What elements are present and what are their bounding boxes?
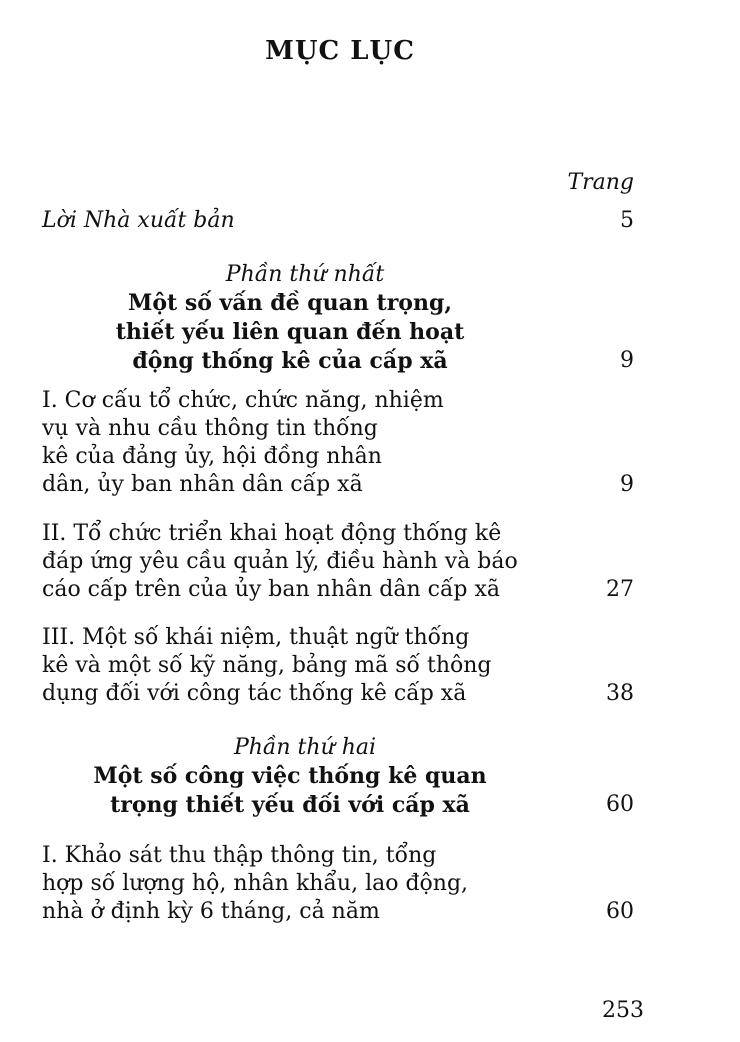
part2-label: Phần thứ hai [233,735,377,760]
toc-entry-line: kê và một số kỹ năng, bảng mã số thông [42,653,492,678]
toc-entry-line: I. Khảo sát thu thập thông tin, tổng [42,843,437,868]
toc-entry-line: III. Một số khái niệm, thuật ngữ thống [42,625,470,650]
toc-entry-part1-section2 [42,520,518,604]
part2-title [0,762,580,820]
toc-page-part1-section1: 9 [620,472,634,497]
toc-entry-line: II. Tổ chức triển khai hoạt động thống kê [42,521,502,546]
part1-title-line: thiết yếu liên quan đến hoạt [115,319,465,345]
toc-entry-line: dân, ủy ban nhân dân cấp xã [42,472,363,497]
toc-entry-line: đáp ứng yêu cầu quản lý, điều hành và báo [42,549,518,574]
part2-title-line: Một số công việc thống kê quan [93,763,487,789]
part1-title-line: động thống kê của cấp xã [132,348,448,374]
toc-page-part2: 60 [606,792,634,817]
part1-label: Phần thứ nhất [225,262,385,287]
toc-entry-line: hợp số lượng hộ, nhân khẩu, lao động, [42,871,469,896]
toc-page-part1-section3: 38 [606,681,634,706]
toc-entry-part2-section1 [42,842,468,926]
toc-entry-line: cáo cấp trên của ủy ban nhân dân cấp xã [42,577,501,602]
part1-title [0,289,580,376]
part2-title-line: trọng thiết yếu đối với cấp xã [110,792,470,818]
page-column-header: Trang [567,170,634,195]
toc-entry-part1-section1 [42,387,444,499]
toc-entry-preface: Lời Nhà xuất bản [42,208,235,233]
toc-entry-line: vụ và nhu cầu thông tin thống [42,416,378,441]
toc-entry-line: I. Cơ cấu tổ chức, chức năng, nhiệm [42,388,444,413]
toc-page-part1-section2: 27 [606,577,634,602]
toc-entry-line: kê của đảng ủy, hội đồng nhân [42,444,382,469]
page-number: 253 [602,998,644,1023]
toc-page-preface: 5 [620,208,634,233]
toc-entry-part1-section3 [42,624,492,708]
page-title: MỤC LỤC [265,36,415,66]
toc-entry-line: nhà ở định kỳ 6 tháng, cả năm [42,899,380,924]
toc-entry-line: dụng đối với công tác thống kê cấp xã [42,681,467,706]
part1-title-line: Một số vấn đề quan trọng, [127,290,453,316]
toc-page-part1: 9 [620,348,634,373]
toc-page-part2-section1: 60 [606,899,634,924]
